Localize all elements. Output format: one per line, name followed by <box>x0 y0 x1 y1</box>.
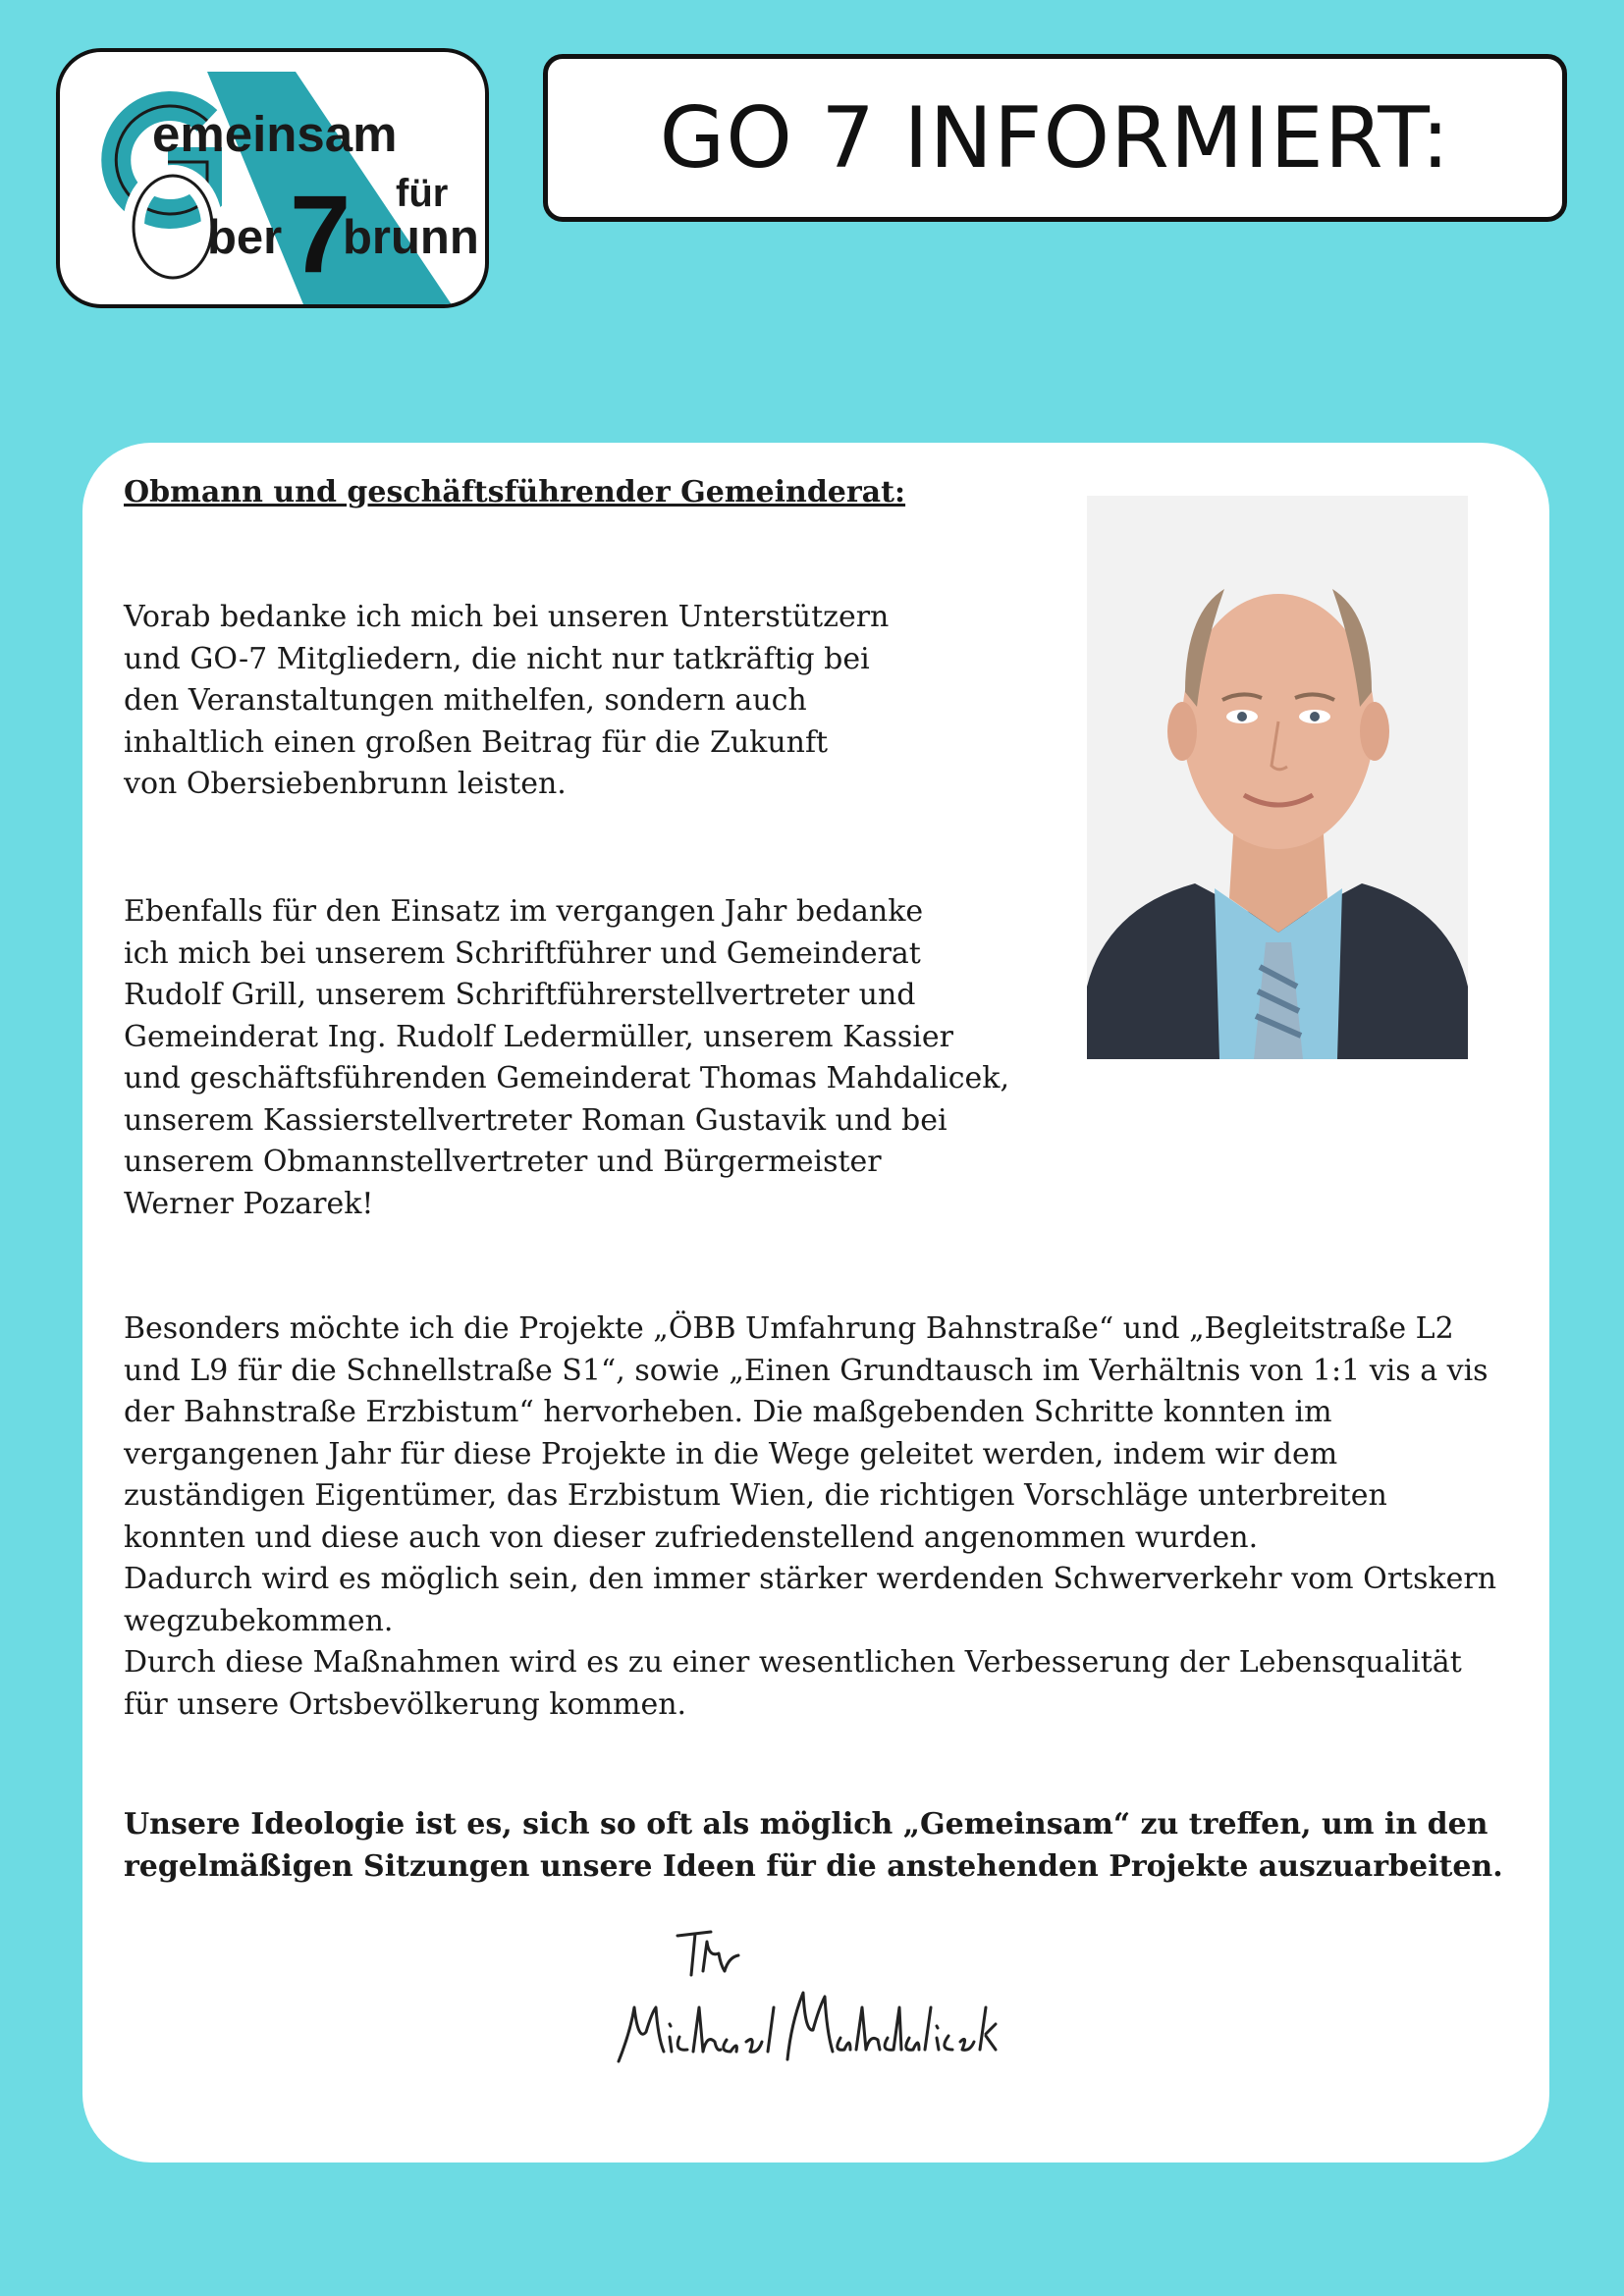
paragraph-thanks-supporters <box>124 597 889 806</box>
paragraph-line: Dadurch wird es möglich sein, den immer stärker werdenden Schwerverkehr vom Ortskern <box>124 1562 1497 1596</box>
paragraph-line: unserem Obmannstellvertreter und Bürgermeister <box>124 1145 882 1179</box>
paragraph-line: Werner Pozarek! <box>124 1186 374 1221</box>
paragraph-projects <box>124 1308 1496 1726</box>
paragraph-line: Ebenfalls für den Einsatz im vergangen Jahr bedanke <box>124 894 924 929</box>
paragraph-line: von Obersiebenbrunn leisten. <box>124 767 567 801</box>
logo-word-fuer: für <box>396 172 449 215</box>
paragraph-line: Unsere Ideologie ist es, sich so oft als möglich „Gemeinsam“ zu treffen, um in den <box>124 1807 1489 1842</box>
paragraph-line: Rudolf Grill, unserem Schriftführerstellvertreter und <box>124 978 916 1012</box>
paragraph-line: vergangenen Jahr für diese Projekte in die Wege geleitet werden, indem wir dem <box>124 1436 1338 1471</box>
closing-statement <box>124 1804 1503 1888</box>
paragraph-line: unserem Kassierstellvertreter Roman Gustavik und bei <box>124 1102 947 1138</box>
paragraph-line: zuständigen Eigentümer, das Erzbistum Wien, die richtigen Vorschläge unterbreiten <box>124 1478 1387 1513</box>
signature <box>609 1914 1001 2091</box>
logo-word-ber: ber <box>207 211 283 264</box>
paragraph-line: regelmäßigen Sitzungen unsere Ideen für die anstehenden Projekte auszuarbeiten. <box>124 1848 1503 1884</box>
paragraph-line: und geschäftsführenden Gemeinderat Thomas Mahdalicek, <box>124 1061 1010 1095</box>
paragraph-line: ich mich bei unserem Schriftführer und Gemeinderat <box>124 935 921 971</box>
paragraph-line: den Veranstaltungen mithelfen, sondern auch <box>124 683 807 718</box>
logo-numeral-seven: 7 <box>290 173 352 295</box>
logo-word-brunn: brunn <box>343 211 479 264</box>
paragraph-line: Besonders möchte ich die Projekte „ÖBB Umfahrung Bahnstraße“ und „Begleitstraße L2 <box>124 1311 1454 1346</box>
paragraph-line: und GO-7 Mitgliedern, die nicht nur tatkräftig bei <box>124 641 870 676</box>
paragraph-line: Gemeinderat Ing. Rudolf Ledermüller, unserem Kassier <box>124 1019 953 1054</box>
paragraph-line: konnten und diese auch von dieser zufriedenstellend angenommen wurden. <box>124 1520 1259 1555</box>
paragraph-line: Durch diese Maßnahmen wird es zu einer wesentlichen Verbesserung der Lebensqualität <box>124 1645 1462 1680</box>
paragraph-line: und L9 für die Schnellstraße S1“, sowie „Einen Grundtausch im Verhältnis von 1:1 vis a vis <box>124 1353 1489 1388</box>
logo-word-emeinsam: emeinsam <box>152 106 398 162</box>
paragraph-line: für unsere Ortsbevölkerung kommen. <box>124 1686 687 1722</box>
paragraph-line: wegzubekommen. <box>124 1603 394 1638</box>
article-heading: Obmann und geschäftsführender Gemeinderat: <box>124 475 906 509</box>
paragraph-line: der Bahnstraße Erzbistum“ hervorheben. Die maßgebenden Schritte konnten im <box>124 1395 1332 1429</box>
portrait-photo <box>1087 496 1468 1059</box>
page-title: GO 7 INFORMIERT: <box>659 88 1451 187</box>
paragraph-line: Vorab bedanke ich mich bei unseren Unterstützern <box>124 600 890 634</box>
logo <box>56 48 489 308</box>
paragraph-line: inhaltlich einen großen Beitrag für die Zukunft <box>124 724 829 760</box>
title-banner <box>543 54 1567 222</box>
paragraph-thanks-board <box>124 891 1009 1225</box>
